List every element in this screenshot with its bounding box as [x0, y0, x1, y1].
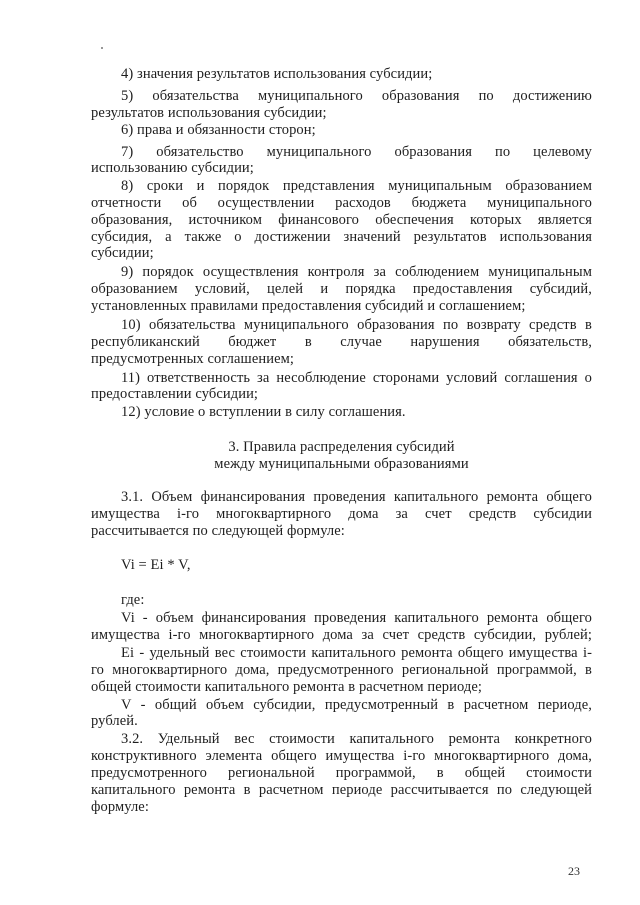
list-item-8-line-3: образования, источником финансового обеспечения которых является: [91, 212, 592, 228]
list-item-9-line-2: образованием условий, целей и порядка предоставления субсидий,: [91, 281, 592, 297]
list-item-11-line-1: 11) ответственность за несоблюдение сторонами условий соглашения о: [121, 370, 592, 386]
list-item-9-line-3: установленных правилами предоставления субсидий и соглашением;: [91, 298, 526, 314]
clause-3-2-line-2: конструктивного элемента общего имущества i-го многоквартирного дома,: [91, 748, 592, 764]
list-item-6: 6) права и обязанности сторон;: [121, 122, 316, 138]
section-heading-line-1: 3. Правила распределения субсидий: [228, 439, 455, 455]
definition-v-line-2: рублей.: [91, 713, 138, 729]
list-item-12: 12) условие о вступлении в силу соглашения.: [121, 404, 406, 420]
list-item-4: 4) значения результатов использования субсидии;: [121, 66, 433, 82]
list-item-8-line-5: субсидии;: [91, 245, 154, 261]
list-item-5-line-1: 5) обязательства муниципального образования по достижению: [121, 88, 592, 104]
clause-3-1-line-3: рассчитывается по следующей формуле:: [91, 523, 345, 539]
list-item-7-line-1: 7) обязательство муниципального образования по целевому: [121, 144, 592, 160]
definition-ei-line-2: го многоквартирного дома, предусмотренного региональной программой, в: [91, 662, 592, 678]
where-label: где:: [121, 592, 145, 608]
section-heading-line-2: между муниципальными образованиями: [214, 456, 469, 472]
list-item-8-line-1: 8) сроки и порядок представления муниципальным образованием: [121, 178, 592, 194]
clause-3-2-line-1: 3.2. Удельный вес стоимости капитального ремонта конкретного: [121, 731, 592, 747]
page-number: 23: [568, 864, 580, 878]
definition-v-line-1: V - общий объем субсидии, предусмотренный в расчетном периоде,: [121, 697, 592, 713]
definition-vi-line-2: имущества i-го многоквартирного дома за счет средств субсидии, рублей;: [91, 627, 592, 643]
definition-ei-line-1: Ei - удельный вес стоимости капитального ремонта общего имущества i-: [121, 645, 592, 661]
list-item-10-line-3: предусмотренных соглашением;: [91, 351, 295, 367]
clause-3-1-line-2: имущества i-го многоквартирного дома за счет средств субсидии: [91, 506, 592, 522]
definition-vi-line-1: Vi - объем финансирования проведения капитального ремонта общего: [121, 610, 592, 626]
list-item-7-line-2: использованию субсидии;: [91, 160, 254, 176]
list-item-8-line-2: отчетности об осуществлении расходов бюджета муниципального: [91, 195, 592, 211]
list-item-9-line-1: 9) порядок осуществления контроля за соблюдением муниципальным: [121, 264, 592, 280]
clause-3-1-line-1: 3.1. Объем финансирования проведения капитального ремонта общего: [121, 489, 592, 505]
list-item-5-line-2: результатов использования субсидии;: [91, 105, 327, 121]
clause-3-2-line-4: капитального ремонта в расчетном периоде рассчитывается по следующей: [91, 782, 592, 798]
scan-speck: [101, 47, 103, 49]
clause-3-2-line-5: формуле:: [91, 799, 149, 815]
formula: Vi = Ei * V,: [121, 557, 191, 573]
list-item-10-line-2: республиканский бюджет в случае нарушения обязательств,: [91, 334, 592, 350]
list-item-11-line-2: предоставлении субсидии;: [91, 386, 259, 402]
list-item-10-line-1: 10) обязательства муниципального образования по возврату средств в: [121, 317, 592, 333]
clause-3-2-line-3: предусмотренного региональной программой, в общей стоимости: [91, 765, 592, 781]
list-item-8-line-4: субсидия, а также о достижении значений результатов использования: [91, 229, 592, 245]
definition-ei-line-3: общей стоимости капитального ремонта в расчетном периоде;: [91, 679, 483, 695]
